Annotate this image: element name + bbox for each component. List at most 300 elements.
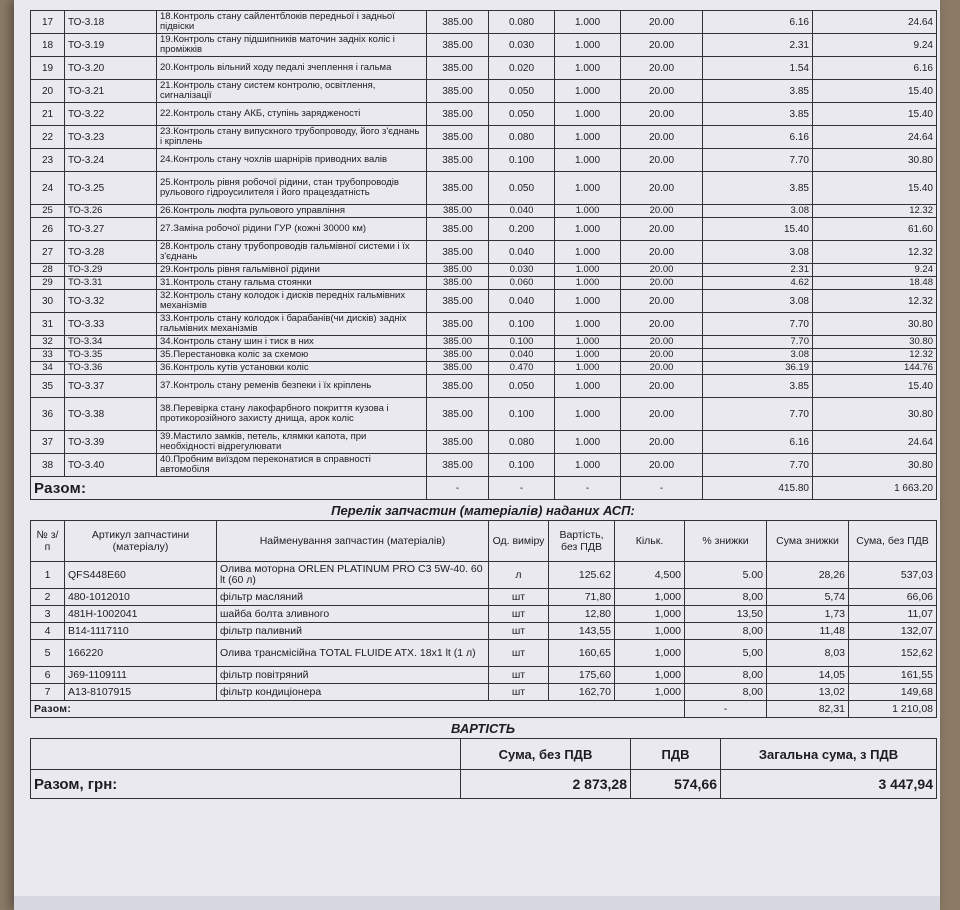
work-price: 385.00 bbox=[427, 362, 489, 375]
work-code: ТО-3.31 bbox=[65, 277, 157, 290]
table-row bbox=[31, 398, 937, 431]
work-price: 385.00 bbox=[427, 454, 489, 477]
work-sum: 9.24 bbox=[813, 34, 937, 57]
work-code: ТО-3.40 bbox=[65, 454, 157, 477]
work-number: 38 bbox=[31, 454, 65, 477]
work-sum: 12.32 bbox=[813, 205, 937, 218]
work-sum: 30.80 bbox=[813, 398, 937, 431]
work-number: 19 bbox=[31, 57, 65, 80]
work-code: ТО-3.37 bbox=[65, 375, 157, 398]
parts-table bbox=[30, 520, 937, 718]
part-discount-sum: 14,05 bbox=[767, 667, 849, 684]
work-norm-hours: 0.050 bbox=[489, 80, 555, 103]
col-header-discount: % знижки bbox=[685, 521, 767, 562]
work-description: 26.Контроль люфта рульового управління bbox=[157, 205, 427, 218]
work-number: 25 bbox=[31, 205, 65, 218]
work-coefficient: 1.000 bbox=[555, 205, 621, 218]
col-header-price: Вартість, без ПДВ bbox=[549, 521, 615, 562]
work-coefficient: 1.000 bbox=[555, 103, 621, 126]
work-number: 27 bbox=[31, 241, 65, 264]
table-row bbox=[31, 149, 937, 172]
table-row bbox=[31, 103, 937, 126]
cost-section-title: ВАРТІСТЬ bbox=[450, 721, 516, 736]
table-row bbox=[31, 11, 937, 34]
part-number: 7 bbox=[31, 684, 65, 701]
work-coefficient: 1.000 bbox=[555, 454, 621, 477]
part-article: 480-1012010 bbox=[65, 589, 217, 606]
work-number: 30 bbox=[31, 290, 65, 313]
table-row bbox=[31, 313, 937, 336]
summary-vat: 574,66 bbox=[631, 770, 721, 799]
summary-values-row bbox=[31, 770, 937, 799]
part-article: 166220 bbox=[65, 640, 217, 667]
work-price: 385.00 bbox=[427, 264, 489, 277]
part-number: 2 bbox=[31, 589, 65, 606]
work-discount-sum: 3.08 bbox=[703, 290, 813, 313]
table-row bbox=[31, 623, 937, 640]
part-unit: шт bbox=[489, 684, 549, 701]
work-code: ТО-3.36 bbox=[65, 362, 157, 375]
part-number: 5 bbox=[31, 640, 65, 667]
part-quantity: 1,000 bbox=[615, 667, 685, 684]
table-row bbox=[31, 640, 937, 667]
table-row bbox=[31, 684, 937, 701]
part-quantity: 4,500 bbox=[615, 562, 685, 589]
work-code: ТО-3.22 bbox=[65, 103, 157, 126]
summary-header-sum: Сума, без ПДВ bbox=[461, 739, 631, 770]
work-sum: 24.64 bbox=[813, 11, 937, 34]
work-discount-percent: 20.00 bbox=[621, 149, 703, 172]
part-quantity: 1,000 bbox=[615, 640, 685, 667]
table-row bbox=[31, 336, 937, 349]
work-norm-hours: 0.030 bbox=[489, 264, 555, 277]
work-norm-hours: 0.040 bbox=[489, 241, 555, 264]
work-sum: 12.32 bbox=[813, 241, 937, 264]
part-quantity: 1,000 bbox=[615, 684, 685, 701]
work-discount-sum: 3.08 bbox=[703, 241, 813, 264]
work-code: ТО-3.20 bbox=[65, 57, 157, 80]
work-discount-percent: 20.00 bbox=[621, 172, 703, 205]
table-row bbox=[31, 667, 937, 684]
part-discount-percent: 13,50 bbox=[685, 606, 767, 623]
work-code: ТО-3.39 bbox=[65, 431, 157, 454]
work-code: ТО-3.25 bbox=[65, 172, 157, 205]
part-discount-sum: 28,26 bbox=[767, 562, 849, 589]
work-price: 385.00 bbox=[427, 103, 489, 126]
work-norm-hours: 0.100 bbox=[489, 398, 555, 431]
work-description: 38.Перевірка стану лакофарбного покриття кузова і протикорозійного захисту днища, арок коліс bbox=[157, 398, 427, 431]
work-norm-hours: 0.080 bbox=[489, 431, 555, 454]
work-norm-hours: 0.080 bbox=[489, 126, 555, 149]
work-price: 385.00 bbox=[427, 349, 489, 362]
work-sum: 15.40 bbox=[813, 80, 937, 103]
work-number: 29 bbox=[31, 277, 65, 290]
work-norm-hours: 0.050 bbox=[489, 103, 555, 126]
work-number: 32 bbox=[31, 336, 65, 349]
table-row bbox=[31, 362, 937, 375]
work-norm-hours: 0.040 bbox=[489, 205, 555, 218]
work-sum: 144.76 bbox=[813, 362, 937, 375]
works-total-sum: 1 663.20 bbox=[813, 477, 937, 500]
work-discount-percent: 20.00 bbox=[621, 264, 703, 277]
work-description: 21.Контроль стану систем контролю, освітлення, сигналізації bbox=[157, 80, 427, 103]
part-sum: 132,07 bbox=[849, 623, 937, 640]
col-header-discount-sum: Сума знижки bbox=[767, 521, 849, 562]
work-description: 23.Контроль стану випускного трубопроводу, його з'єднань і кріплень bbox=[157, 126, 427, 149]
work-description: 31.Контроль стану гальма стоянки bbox=[157, 277, 427, 290]
work-description: 19.Контроль стану підшипників маточин задніх коліс і проміжків bbox=[157, 34, 427, 57]
work-price: 385.00 bbox=[427, 313, 489, 336]
work-sum: 30.80 bbox=[813, 454, 937, 477]
work-number: 28 bbox=[31, 264, 65, 277]
work-discount-sum: 3.08 bbox=[703, 349, 813, 362]
table-row bbox=[31, 57, 937, 80]
work-code: ТО-3.18 bbox=[65, 11, 157, 34]
work-discount-sum: 3.85 bbox=[703, 172, 813, 205]
work-coefficient: 1.000 bbox=[555, 149, 621, 172]
part-quantity: 1,000 bbox=[615, 589, 685, 606]
part-unit: л bbox=[489, 562, 549, 589]
part-article: 481H-1002041 bbox=[65, 606, 217, 623]
part-discount-sum: 8,03 bbox=[767, 640, 849, 667]
parts-total-row bbox=[31, 701, 937, 718]
work-number: 24 bbox=[31, 172, 65, 205]
work-norm-hours: 0.050 bbox=[489, 375, 555, 398]
part-article: A13-8107915 bbox=[65, 684, 217, 701]
work-price: 385.00 bbox=[427, 126, 489, 149]
work-description: 28.Контроль стану трубопроводів гальмівної системи і їх з'єднань bbox=[157, 241, 427, 264]
work-discount-percent: 20.00 bbox=[621, 349, 703, 362]
work-description: 20.Контроль вільний ходу педалі зчеплення і гальма bbox=[157, 57, 427, 80]
work-number: 36 bbox=[31, 398, 65, 431]
work-norm-hours: 0.040 bbox=[489, 290, 555, 313]
work-code: ТО-3.35 bbox=[65, 349, 157, 362]
table-row bbox=[31, 349, 937, 362]
work-number: 37 bbox=[31, 431, 65, 454]
work-coefficient: 1.000 bbox=[555, 172, 621, 205]
work-coefficient: 1.000 bbox=[555, 398, 621, 431]
part-discount-percent: 8,00 bbox=[685, 684, 767, 701]
part-unit: шт bbox=[489, 640, 549, 667]
work-discount-percent: 20.00 bbox=[621, 277, 703, 290]
work-price: 385.00 bbox=[427, 277, 489, 290]
part-article: QFS448E60 bbox=[65, 562, 217, 589]
parts-rows bbox=[31, 562, 937, 701]
work-price: 385.00 bbox=[427, 336, 489, 349]
work-norm-hours: 0.100 bbox=[489, 336, 555, 349]
table-row bbox=[31, 431, 937, 454]
summary-table bbox=[30, 738, 937, 799]
table-row bbox=[31, 277, 937, 290]
work-price: 385.00 bbox=[427, 290, 489, 313]
work-description: 27.Заміна робочої рідини ГУР (кожні 30000 км) bbox=[157, 218, 427, 241]
work-norm-hours: 0.100 bbox=[489, 454, 555, 477]
work-number: 26 bbox=[31, 218, 65, 241]
work-price: 385.00 bbox=[427, 57, 489, 80]
table-row bbox=[31, 375, 937, 398]
part-name: фільтр паливний bbox=[217, 623, 489, 640]
work-description: 18.Контроль стану сайлентблоків передньої і задньої підвіски bbox=[157, 11, 427, 34]
work-discount-sum: 6.16 bbox=[703, 126, 813, 149]
part-discount-percent: 5.00 bbox=[685, 562, 767, 589]
part-discount-percent: 5,00 bbox=[685, 640, 767, 667]
table-row bbox=[31, 172, 937, 205]
part-number: 3 bbox=[31, 606, 65, 623]
work-discount-sum: 3.08 bbox=[703, 205, 813, 218]
work-sum: 15.40 bbox=[813, 375, 937, 398]
work-norm-hours: 0.050 bbox=[489, 172, 555, 205]
part-name: фільтр масляний bbox=[217, 589, 489, 606]
work-norm-hours: 0.200 bbox=[489, 218, 555, 241]
parts-section-title: Перелік запчастин (матеріалів) наданих АСП: bbox=[331, 503, 635, 518]
work-description: 32.Контроль стану колодок і дисків передніх гальмівних механізмів bbox=[157, 290, 427, 313]
work-price: 385.00 bbox=[427, 80, 489, 103]
work-description: 22.Контроль стану АКБ, ступінь зарядженості bbox=[157, 103, 427, 126]
work-discount-sum: 7.70 bbox=[703, 313, 813, 336]
work-code: ТО-3.38 bbox=[65, 398, 157, 431]
work-discount-percent: 20.00 bbox=[621, 57, 703, 80]
work-discount-sum: 3.85 bbox=[703, 80, 813, 103]
work-price: 385.00 bbox=[427, 34, 489, 57]
part-price: 143,55 bbox=[549, 623, 615, 640]
work-discount-percent: 20.00 bbox=[621, 103, 703, 126]
part-quantity: 1,000 bbox=[615, 623, 685, 640]
work-discount-sum: 2.31 bbox=[703, 264, 813, 277]
work-code: ТО-3.24 bbox=[65, 149, 157, 172]
work-discount-percent: 20.00 bbox=[621, 11, 703, 34]
work-discount-sum: 7.70 bbox=[703, 398, 813, 431]
work-coefficient: 1.000 bbox=[555, 80, 621, 103]
part-sum: 152,62 bbox=[849, 640, 937, 667]
work-discount-sum: 7.70 bbox=[703, 336, 813, 349]
work-price: 385.00 bbox=[427, 205, 489, 218]
table-row bbox=[31, 218, 937, 241]
work-discount-percent: 20.00 bbox=[621, 126, 703, 149]
works-total-label: Разом: bbox=[31, 477, 427, 500]
work-norm-hours: 0.020 bbox=[489, 57, 555, 80]
work-discount-percent: 20.00 bbox=[621, 218, 703, 241]
part-price: 175,60 bbox=[549, 667, 615, 684]
work-discount-percent: 20.00 bbox=[621, 241, 703, 264]
work-code: ТО-3.29 bbox=[65, 264, 157, 277]
work-number: 18 bbox=[31, 34, 65, 57]
part-price: 160,65 bbox=[549, 640, 615, 667]
work-norm-hours: 0.030 bbox=[489, 34, 555, 57]
work-description: 25.Контроль рівня робочої рідини, стан трубопроводів рульового гідроусилителя і його працездатність bbox=[157, 172, 427, 205]
work-description: 37.Контроль стану ременів безпеки і їх кріплень bbox=[157, 375, 427, 398]
part-article: B14-1117110 bbox=[65, 623, 217, 640]
table-row bbox=[31, 589, 937, 606]
part-discount-percent: 8,00 bbox=[685, 667, 767, 684]
work-price: 385.00 bbox=[427, 11, 489, 34]
work-code: ТО-3.26 bbox=[65, 205, 157, 218]
work-coefficient: 1.000 bbox=[555, 218, 621, 241]
work-price: 385.00 bbox=[427, 149, 489, 172]
work-sum: 12.32 bbox=[813, 349, 937, 362]
work-code: ТО-3.28 bbox=[65, 241, 157, 264]
work-description: 34.Контроль стану шин і тиск в них bbox=[157, 336, 427, 349]
summary-header-empty bbox=[31, 739, 461, 770]
work-discount-sum: 2.31 bbox=[703, 34, 813, 57]
work-discount-percent: 20.00 bbox=[621, 431, 703, 454]
col-header-name: Найменування запчастин (матеріалів) bbox=[217, 521, 489, 562]
work-sum: 30.80 bbox=[813, 149, 937, 172]
parts-header-row bbox=[31, 521, 937, 562]
part-number: 6 bbox=[31, 667, 65, 684]
work-sum: 12.32 bbox=[813, 290, 937, 313]
work-coefficient: 1.000 bbox=[555, 431, 621, 454]
work-discount-sum: 3.85 bbox=[703, 375, 813, 398]
work-description: 24.Контроль стану чохлів шарнірів приводних валів bbox=[157, 149, 427, 172]
work-discount-percent: 20.00 bbox=[621, 336, 703, 349]
work-discount-percent: 20.00 bbox=[621, 205, 703, 218]
work-code: ТО-3.32 bbox=[65, 290, 157, 313]
work-discount-percent: 20.00 bbox=[621, 34, 703, 57]
table-row bbox=[31, 606, 937, 623]
table-row bbox=[31, 454, 937, 477]
summary-sum: 2 873,28 bbox=[461, 770, 631, 799]
parts-total-sum: 1 210,08 bbox=[849, 701, 937, 718]
part-sum: 11,07 bbox=[849, 606, 937, 623]
work-coefficient: 1.000 bbox=[555, 375, 621, 398]
part-article: J69-1109111 bbox=[65, 667, 217, 684]
table-row bbox=[31, 264, 937, 277]
work-code: ТО-3.19 bbox=[65, 34, 157, 57]
table-row bbox=[31, 290, 937, 313]
work-sum: 30.80 bbox=[813, 336, 937, 349]
summary-header-row bbox=[31, 739, 937, 770]
work-discount-sum: 1.54 bbox=[703, 57, 813, 80]
work-norm-hours: 0.470 bbox=[489, 362, 555, 375]
parts-total-label: Разом: bbox=[31, 701, 685, 718]
work-discount-percent: 20.00 bbox=[621, 375, 703, 398]
work-discount-sum: 6.16 bbox=[703, 11, 813, 34]
part-price: 162,70 bbox=[549, 684, 615, 701]
summary-label: Разом, грн: bbox=[31, 770, 461, 799]
part-price: 71,80 bbox=[549, 589, 615, 606]
works-total-row bbox=[31, 477, 937, 500]
works-table bbox=[30, 10, 937, 500]
work-sum: 24.64 bbox=[813, 126, 937, 149]
invoice-sheet bbox=[14, 0, 940, 910]
table-row bbox=[31, 80, 937, 103]
work-coefficient: 1.000 bbox=[555, 362, 621, 375]
part-name: Олива трансмісійна TOTAL FLUIDE ATX. 18x1 lt (1 л) bbox=[217, 640, 489, 667]
part-unit: шт bbox=[489, 667, 549, 684]
part-sum: 537,03 bbox=[849, 562, 937, 589]
work-sum: 9.24 bbox=[813, 264, 937, 277]
work-discount-sum: 6.16 bbox=[703, 431, 813, 454]
paper-bottom-edge bbox=[14, 896, 940, 910]
summary-header-vat: ПДВ bbox=[631, 739, 721, 770]
work-coefficient: 1.000 bbox=[555, 126, 621, 149]
part-name: Олива моторна ORLEN PLATINUM PRO C3 5W-40. 60 lt (60 л) bbox=[217, 562, 489, 589]
col-header-unit: Од. виміру bbox=[489, 521, 549, 562]
part-sum: 149,68 bbox=[849, 684, 937, 701]
works-total-dash: - bbox=[427, 477, 489, 500]
part-unit: шт bbox=[489, 623, 549, 640]
part-price: 12,80 bbox=[549, 606, 615, 623]
part-name: шайба болта зливного bbox=[217, 606, 489, 623]
part-discount-percent: 8,00 bbox=[685, 589, 767, 606]
work-discount-sum: 15.40 bbox=[703, 218, 813, 241]
work-discount-sum: 3.85 bbox=[703, 103, 813, 126]
work-norm-hours: 0.100 bbox=[489, 149, 555, 172]
part-discount-sum: 11,48 bbox=[767, 623, 849, 640]
work-discount-percent: 20.00 bbox=[621, 313, 703, 336]
work-code: ТО-3.23 bbox=[65, 126, 157, 149]
work-description: 33.Контроль стану колодок і барабанів(чи дисків) задніх гальмівних механізмів bbox=[157, 313, 427, 336]
table-row bbox=[31, 241, 937, 264]
works-total-dash: - bbox=[621, 477, 703, 500]
col-header-sum: Сума, без ПДВ bbox=[849, 521, 937, 562]
work-norm-hours: 0.060 bbox=[489, 277, 555, 290]
work-coefficient: 1.000 bbox=[555, 34, 621, 57]
work-discount-percent: 20.00 bbox=[621, 80, 703, 103]
work-discount-percent: 20.00 bbox=[621, 398, 703, 431]
invoice-content bbox=[30, 10, 936, 799]
work-discount-sum: 7.70 bbox=[703, 149, 813, 172]
work-number: 34 bbox=[31, 362, 65, 375]
work-discount-sum: 36.19 bbox=[703, 362, 813, 375]
work-number: 21 bbox=[31, 103, 65, 126]
work-code: ТО-3.34 bbox=[65, 336, 157, 349]
summary-header-total: Загальна сума, з ПДВ bbox=[721, 739, 937, 770]
work-coefficient: 1.000 bbox=[555, 313, 621, 336]
part-name: фільтр повітряний bbox=[217, 667, 489, 684]
work-norm-hours: 0.100 bbox=[489, 313, 555, 336]
part-sum: 161,55 bbox=[849, 667, 937, 684]
part-discount-sum: 5,74 bbox=[767, 589, 849, 606]
work-description: 40.Пробним виїздом переконатися в справності автомобіля bbox=[157, 454, 427, 477]
part-discount-sum: 1,73 bbox=[767, 606, 849, 623]
col-header-article: Артикул запчастини (матеріалу) bbox=[65, 521, 217, 562]
works-total-dash: - bbox=[555, 477, 621, 500]
work-price: 385.00 bbox=[427, 218, 489, 241]
work-coefficient: 1.000 bbox=[555, 57, 621, 80]
work-sum: 6.16 bbox=[813, 57, 937, 80]
table-row bbox=[31, 205, 937, 218]
table-row bbox=[31, 562, 937, 589]
work-coefficient: 1.000 bbox=[555, 11, 621, 34]
work-coefficient: 1.000 bbox=[555, 349, 621, 362]
part-discount-sum: 13,02 bbox=[767, 684, 849, 701]
table-row bbox=[31, 126, 937, 149]
part-discount-percent: 8,00 bbox=[685, 623, 767, 640]
work-code: ТО-3.27 bbox=[65, 218, 157, 241]
table-row bbox=[31, 34, 937, 57]
summary-total: 3 447,94 bbox=[721, 770, 937, 799]
work-coefficient: 1.000 bbox=[555, 241, 621, 264]
works-rows bbox=[31, 11, 937, 477]
work-description: 35.Перестановка коліс за схемою bbox=[157, 349, 427, 362]
part-quantity: 1,000 bbox=[615, 606, 685, 623]
work-sum: 24.64 bbox=[813, 431, 937, 454]
work-sum: 15.40 bbox=[813, 172, 937, 205]
work-discount-percent: 20.00 bbox=[621, 362, 703, 375]
work-sum: 30.80 bbox=[813, 313, 937, 336]
work-price: 385.00 bbox=[427, 375, 489, 398]
work-number: 33 bbox=[31, 349, 65, 362]
work-number: 22 bbox=[31, 126, 65, 149]
work-number: 23 bbox=[31, 149, 65, 172]
part-unit: шт bbox=[489, 606, 549, 623]
work-description: 39.Мастило замків, петель, клямки капота, при необхідності відрегулювати bbox=[157, 431, 427, 454]
work-price: 385.00 bbox=[427, 398, 489, 431]
work-norm-hours: 0.080 bbox=[489, 11, 555, 34]
works-total-discount-sum: 415.80 bbox=[703, 477, 813, 500]
work-coefficient: 1.000 bbox=[555, 264, 621, 277]
